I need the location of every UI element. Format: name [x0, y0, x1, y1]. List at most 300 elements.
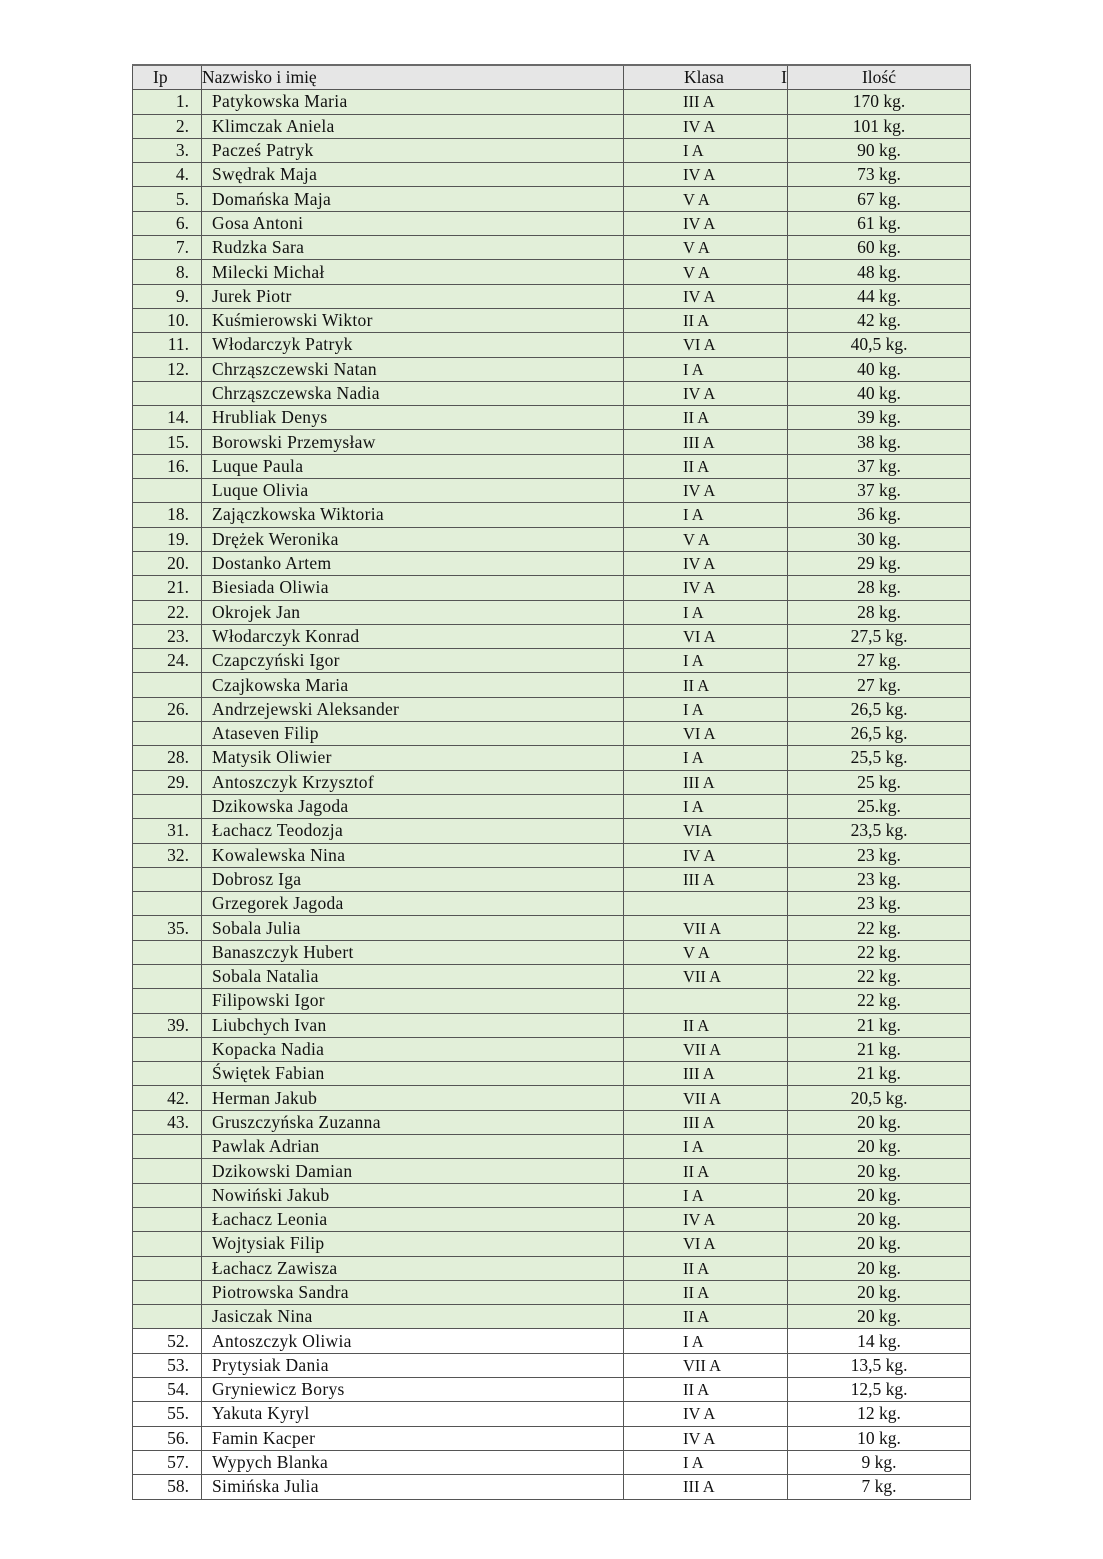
cell-ilosc: 37 kg. [788, 479, 971, 503]
cell-klasa: VIA [624, 819, 788, 843]
cell-klasa: IV A [624, 381, 788, 405]
cell-klasa: III A [624, 1062, 788, 1086]
cell-klasa: I A [624, 138, 788, 162]
cell-ilosc: 23,5 kg. [788, 819, 971, 843]
cell-klasa: IV A [624, 843, 788, 867]
cell-lp [133, 479, 202, 503]
cell-lp: 2. [133, 114, 202, 138]
table-row [133, 1402, 971, 1426]
table-row [133, 892, 971, 916]
cell-ilosc: 44 kg. [788, 284, 971, 308]
table-row [133, 1135, 971, 1159]
cell-klasa: III A [624, 867, 788, 891]
cell-ilosc: 27 kg. [788, 649, 971, 673]
cell-lp [133, 794, 202, 818]
table-row [133, 746, 971, 770]
cell-name: Prytysiak Dania [202, 1353, 624, 1377]
cell-lp: 8. [133, 260, 202, 284]
cell-ilosc: 40 kg. [788, 357, 971, 381]
cell-name: Łachacz Zawisza [202, 1256, 624, 1280]
cell-name: Dobrosz Iga [202, 867, 624, 891]
header-klasa-label: Klasa [684, 67, 724, 88]
table-row [133, 1450, 971, 1474]
cell-lp: 35. [133, 916, 202, 940]
cell-ilosc: 21 kg. [788, 1062, 971, 1086]
table-row [133, 187, 971, 211]
cell-klasa: II A [624, 406, 788, 430]
table-row [133, 673, 971, 697]
table-row [133, 284, 971, 308]
cell-lp: 52. [133, 1329, 202, 1353]
cell-ilosc: 23 kg. [788, 892, 971, 916]
table-row [133, 1353, 971, 1377]
table-row [133, 916, 971, 940]
cell-name: Hrubliak Denys [202, 406, 624, 430]
table-row [133, 114, 971, 138]
cell-ilosc: 22 kg. [788, 916, 971, 940]
cell-klasa: II A [624, 673, 788, 697]
cell-klasa: VII A [624, 916, 788, 940]
cell-lp: 26. [133, 697, 202, 721]
cell-lp: 4. [133, 163, 202, 187]
header-row [133, 65, 971, 90]
cell-klasa: III A [624, 770, 788, 794]
cell-klasa: I A [624, 1183, 788, 1207]
cell-ilosc: 30 kg. [788, 527, 971, 551]
cell-ilosc: 29 kg. [788, 551, 971, 575]
table-row [133, 1037, 971, 1061]
cell-lp: 54. [133, 1378, 202, 1402]
table-row [133, 333, 971, 357]
cell-name: Nowiński Jakub [202, 1183, 624, 1207]
cell-lp: 19. [133, 527, 202, 551]
cell-name: Swędrak Maja [202, 163, 624, 187]
cell-lp: 24. [133, 649, 202, 673]
table-row [133, 794, 971, 818]
cell-lp [133, 940, 202, 964]
table-row [133, 1280, 971, 1304]
cell-klasa: IV A [624, 163, 788, 187]
cell-name: Borowski Przemysław [202, 430, 624, 454]
cell-klasa: II A [624, 1159, 788, 1183]
table-row [133, 819, 971, 843]
cell-ilosc: 48 kg. [788, 260, 971, 284]
cell-ilosc: 73 kg. [788, 163, 971, 187]
cell-name: Andrzejewski Aleksander [202, 697, 624, 721]
cell-lp: 22. [133, 600, 202, 624]
cell-lp [133, 1037, 202, 1061]
cell-lp: 28. [133, 746, 202, 770]
cell-ilosc: 12,5 kg. [788, 1378, 971, 1402]
cell-klasa [624, 892, 788, 916]
cell-lp: 14. [133, 406, 202, 430]
cell-lp: 1. [133, 90, 202, 114]
cell-lp [133, 1159, 202, 1183]
cell-lp: 55. [133, 1402, 202, 1426]
cell-ilosc: 42 kg. [788, 308, 971, 332]
cell-name: Okrojek Jan [202, 600, 624, 624]
cell-ilosc: 20 kg. [788, 1110, 971, 1134]
cell-lp: 15. [133, 430, 202, 454]
table-row [133, 1378, 971, 1402]
cell-ilosc: 20 kg. [788, 1232, 971, 1256]
table-row [133, 1329, 971, 1353]
table-row [133, 138, 971, 162]
cell-klasa: I A [624, 1135, 788, 1159]
cell-ilosc: 20 kg. [788, 1183, 971, 1207]
table-row [133, 940, 971, 964]
cell-lp: 6. [133, 211, 202, 235]
cell-lp: 39. [133, 1013, 202, 1037]
header-klasa [624, 65, 788, 90]
cell-klasa: II A [624, 1305, 788, 1329]
cell-ilosc: 26,5 kg. [788, 697, 971, 721]
cell-klasa: V A [624, 940, 788, 964]
table-row [133, 1159, 971, 1183]
cell-ilosc: 28 kg. [788, 600, 971, 624]
cell-ilosc: 9 kg. [788, 1450, 971, 1474]
cell-klasa: I A [624, 600, 788, 624]
cell-klasa: I A [624, 794, 788, 818]
cell-ilosc: 60 kg. [788, 236, 971, 260]
table-row [133, 843, 971, 867]
cell-name: Świętek Fabian [202, 1062, 624, 1086]
cell-ilosc: 20 kg. [788, 1135, 971, 1159]
cell-name: Antoszczyk Oliwia [202, 1329, 624, 1353]
cell-klasa: III A [624, 90, 788, 114]
cell-lp [133, 381, 202, 405]
cell-name: Yakuta Kyryl [202, 1402, 624, 1426]
cell-name: Simińska Julia [202, 1475, 624, 1499]
table-row [133, 964, 971, 988]
table-row [133, 770, 971, 794]
cell-klasa: II A [624, 1256, 788, 1280]
table-row [133, 551, 971, 575]
cell-name: Patykowska Maria [202, 90, 624, 114]
cell-lp [133, 892, 202, 916]
cell-lp: 10. [133, 308, 202, 332]
table-row [133, 308, 971, 332]
cell-ilosc: 25 kg. [788, 770, 971, 794]
table-header [133, 65, 971, 90]
cell-klasa: II A [624, 454, 788, 478]
cell-ilosc: 20 kg. [788, 1159, 971, 1183]
cell-klasa: II A [624, 1280, 788, 1304]
cell-ilosc: 21 kg. [788, 1013, 971, 1037]
cell-name: Drężek Weronika [202, 527, 624, 551]
header-name: Nazwisko i imię [202, 65, 624, 90]
cell-name: Pawlak Adrian [202, 1135, 624, 1159]
cell-lp [133, 1062, 202, 1086]
cell-name: Dostanko Artem [202, 551, 624, 575]
cell-name: Milecki Michał [202, 260, 624, 284]
cell-klasa: VI A [624, 1232, 788, 1256]
table-row [133, 649, 971, 673]
cell-lp: 23. [133, 624, 202, 648]
cell-klasa: VI A [624, 624, 788, 648]
cell-name: Czapczyński Igor [202, 649, 624, 673]
cell-name: Antoszczyk Krzysztof [202, 770, 624, 794]
cell-name: Herman Jakub [202, 1086, 624, 1110]
cell-lp: 53. [133, 1353, 202, 1377]
cell-name: Łachacz Teodozja [202, 819, 624, 843]
table-row [133, 236, 971, 260]
cell-name: Famin Kacper [202, 1426, 624, 1450]
cell-lp [133, 1305, 202, 1329]
cell-name: Ataseven Filip [202, 722, 624, 746]
cell-lp: 57. [133, 1450, 202, 1474]
cell-name: Dzikowski Damian [202, 1159, 624, 1183]
cell-lp: 21. [133, 576, 202, 600]
cell-klasa: I A [624, 649, 788, 673]
cell-klasa: I A [624, 697, 788, 721]
cell-lp [133, 964, 202, 988]
cell-name: Pacześ Patryk [202, 138, 624, 162]
cell-klasa: IV A [624, 479, 788, 503]
cell-klasa: I A [624, 746, 788, 770]
cell-ilosc: 20 kg. [788, 1305, 971, 1329]
cell-ilosc: 14 kg. [788, 1329, 971, 1353]
cell-name: Chrząszczewski Natan [202, 357, 624, 381]
cell-ilosc: 21 kg. [788, 1037, 971, 1061]
table-row [133, 211, 971, 235]
cell-name: Kowalewska Nina [202, 843, 624, 867]
cell-klasa: I A [624, 1329, 788, 1353]
cell-ilosc: 40 kg. [788, 381, 971, 405]
cell-lp: 11. [133, 333, 202, 357]
cell-name: Łachacz Leonia [202, 1207, 624, 1231]
cell-lp: 16. [133, 454, 202, 478]
cell-name: Dzikowska Jagoda [202, 794, 624, 818]
cell-lp [133, 1256, 202, 1280]
cell-name: Biesiada Oliwia [202, 576, 624, 600]
cell-klasa: II A [624, 1013, 788, 1037]
cell-klasa: VII A [624, 964, 788, 988]
header-lp: Ip [133, 65, 202, 90]
table-row [133, 1426, 971, 1450]
cell-klasa: IV A [624, 114, 788, 138]
table-body [133, 90, 971, 1499]
cell-ilosc: 22 kg. [788, 989, 971, 1013]
cell-ilosc: 27 kg. [788, 673, 971, 697]
cell-lp: 29. [133, 770, 202, 794]
table-row [133, 503, 971, 527]
table-row [133, 527, 971, 551]
cell-name: Włodarczyk Konrad [202, 624, 624, 648]
cell-ilosc: 36 kg. [788, 503, 971, 527]
table-row [133, 624, 971, 648]
cell-name: Wypych Blanka [202, 1450, 624, 1474]
results-sheet [132, 64, 970, 1500]
cell-ilosc: 61 kg. [788, 211, 971, 235]
cell-klasa [624, 989, 788, 1013]
header-ilosc: Ilość [788, 65, 971, 90]
cell-lp: 42. [133, 1086, 202, 1110]
cell-name: Luque Paula [202, 454, 624, 478]
cell-lp: 9. [133, 284, 202, 308]
cell-lp: 58. [133, 1475, 202, 1499]
cell-lp [133, 1280, 202, 1304]
cell-klasa: I A [624, 1450, 788, 1474]
table-row [133, 1475, 971, 1499]
cell-ilosc: 20 kg. [788, 1207, 971, 1231]
table-row [133, 722, 971, 746]
table-row [133, 1062, 971, 1086]
cell-name: Domańska Maja [202, 187, 624, 211]
cell-ilosc: 28 kg. [788, 576, 971, 600]
cell-ilosc: 20 kg. [788, 1280, 971, 1304]
cell-klasa: III A [624, 1110, 788, 1134]
cell-lp [133, 1232, 202, 1256]
cell-lp [133, 989, 202, 1013]
cell-lp: 32. [133, 843, 202, 867]
cell-lp: 56. [133, 1426, 202, 1450]
cell-name: Gosa Antoni [202, 211, 624, 235]
cell-klasa: IV A [624, 576, 788, 600]
cell-ilosc: 22 kg. [788, 940, 971, 964]
cell-klasa: V A [624, 260, 788, 284]
cell-ilosc: 25,5 kg. [788, 746, 971, 770]
cell-name: Piotrowska Sandra [202, 1280, 624, 1304]
cell-lp [133, 1207, 202, 1231]
cell-ilosc: 38 kg. [788, 430, 971, 454]
table-row [133, 1207, 971, 1231]
cell-name: Jasiczak Nina [202, 1305, 624, 1329]
cell-name: Wojtysiak Filip [202, 1232, 624, 1256]
cell-ilosc: 22 kg. [788, 964, 971, 988]
cell-name: Chrząszczewska Nadia [202, 381, 624, 405]
table-row [133, 163, 971, 187]
cell-ilosc: 25.kg. [788, 794, 971, 818]
cell-lp [133, 1183, 202, 1207]
table-row [133, 1305, 971, 1329]
cell-klasa: VII A [624, 1353, 788, 1377]
table-row [133, 867, 971, 891]
table-row [133, 1013, 971, 1037]
cell-name: Kopacka Nadia [202, 1037, 624, 1061]
cell-klasa: V A [624, 236, 788, 260]
cell-klasa: IV A [624, 211, 788, 235]
cell-lp: 5. [133, 187, 202, 211]
cell-ilosc: 12 kg. [788, 1402, 971, 1426]
cell-klasa: III A [624, 430, 788, 454]
cell-ilosc: 20,5 kg. [788, 1086, 971, 1110]
table-row [133, 479, 971, 503]
cell-ilosc: 23 kg. [788, 843, 971, 867]
cell-name: Sobala Natalia [202, 964, 624, 988]
cell-lp: 7. [133, 236, 202, 260]
cell-ilosc: 20 kg. [788, 1256, 971, 1280]
cell-lp [133, 1135, 202, 1159]
cell-ilosc: 90 kg. [788, 138, 971, 162]
cell-klasa: IV A [624, 1426, 788, 1450]
cell-ilosc: 40,5 kg. [788, 333, 971, 357]
cell-ilosc: 101 kg. [788, 114, 971, 138]
cell-name: Liubchych Ivan [202, 1013, 624, 1037]
cell-name: Zajączkowska Wiktoria [202, 503, 624, 527]
cell-ilosc: 13,5 kg. [788, 1353, 971, 1377]
table-row [133, 600, 971, 624]
cell-lp: 43. [133, 1110, 202, 1134]
cell-ilosc: 10 kg. [788, 1426, 971, 1450]
cell-lp [133, 673, 202, 697]
cell-name: Rudzka Sara [202, 236, 624, 260]
cell-klasa: IV A [624, 284, 788, 308]
results-table [132, 64, 971, 1500]
table-row [133, 381, 971, 405]
cell-lp [133, 722, 202, 746]
cell-ilosc: 67 kg. [788, 187, 971, 211]
cell-klasa: IV A [624, 1207, 788, 1231]
table-row [133, 90, 971, 114]
cell-name: Klimczak Aniela [202, 114, 624, 138]
cell-klasa: V A [624, 527, 788, 551]
cell-klasa: III A [624, 1475, 788, 1499]
table-row [133, 454, 971, 478]
cell-ilosc: 170 kg. [788, 90, 971, 114]
cell-lp: 20. [133, 551, 202, 575]
cell-klasa: I A [624, 503, 788, 527]
cell-ilosc: 7 kg. [788, 1475, 971, 1499]
cell-klasa: I A [624, 357, 788, 381]
cell-lp: 18. [133, 503, 202, 527]
table-row [133, 406, 971, 430]
cell-ilosc: 26,5 kg. [788, 722, 971, 746]
cell-lp: 3. [133, 138, 202, 162]
table-row [133, 1086, 971, 1110]
cell-name: Kuśmierowski Wiktor [202, 308, 624, 332]
cell-klasa: VII A [624, 1086, 788, 1110]
cell-klasa: II A [624, 308, 788, 332]
table-row [133, 357, 971, 381]
table-row [133, 1110, 971, 1134]
cell-name: Włodarczyk Patryk [202, 333, 624, 357]
cell-name: Banaszczyk Hubert [202, 940, 624, 964]
cell-klasa: II A [624, 1378, 788, 1402]
cell-lp: 12. [133, 357, 202, 381]
cell-ilosc: 27,5 kg. [788, 624, 971, 648]
cell-klasa: VI A [624, 333, 788, 357]
cell-name: Gryniewicz Borys [202, 1378, 624, 1402]
cell-klasa: V A [624, 187, 788, 211]
cell-name: Gruszczyńska Zuzanna [202, 1110, 624, 1134]
cell-ilosc: 37 kg. [788, 454, 971, 478]
table-row [133, 697, 971, 721]
cell-name: Czajkowska Maria [202, 673, 624, 697]
cell-klasa: IV A [624, 1402, 788, 1426]
table-row [133, 1183, 971, 1207]
cell-name: Sobala Julia [202, 916, 624, 940]
cell-lp [133, 867, 202, 891]
cell-ilosc: 39 kg. [788, 406, 971, 430]
cell-name: Matysik Oliwier [202, 746, 624, 770]
header-klasa-stray-mark: I [781, 67, 787, 87]
cell-name: Filipowski Igor [202, 989, 624, 1013]
table-row [133, 1232, 971, 1256]
cell-name: Grzegorek Jagoda [202, 892, 624, 916]
cell-name: Jurek Piotr [202, 284, 624, 308]
cell-klasa: VI A [624, 722, 788, 746]
table-row [133, 260, 971, 284]
cell-lp: 31. [133, 819, 202, 843]
cell-klasa: VII A [624, 1037, 788, 1061]
table-row [133, 576, 971, 600]
table-row [133, 989, 971, 1013]
table-row [133, 430, 971, 454]
table-row [133, 1256, 971, 1280]
cell-name: Luque Olivia [202, 479, 624, 503]
cell-klasa: IV A [624, 551, 788, 575]
